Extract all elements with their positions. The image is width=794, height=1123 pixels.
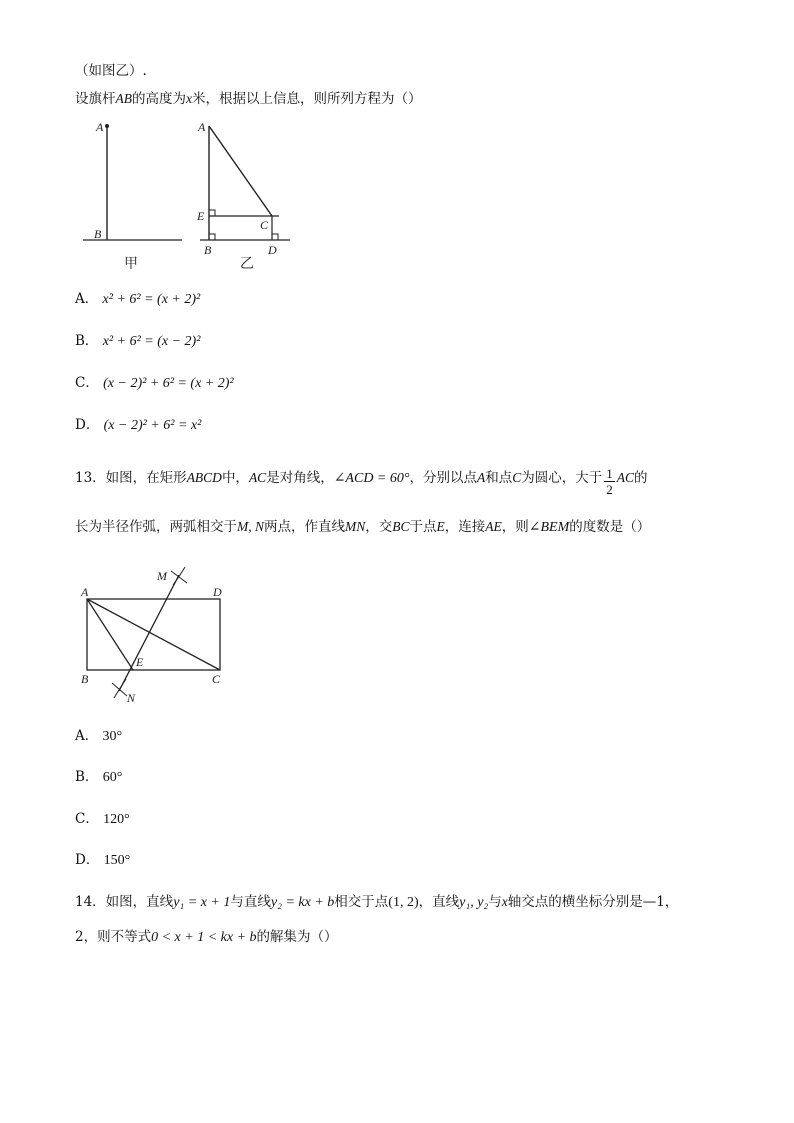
label-d: D <box>213 585 222 599</box>
q13-stem-line2: 长为半径作弧，两弧相交于M, N两点，作直线MN，交BC于点E，连接AE，则∠BEM的度数是（） <box>75 519 651 535</box>
right-angle-e <box>209 210 215 216</box>
q13-option-c: C． 120° <box>75 811 130 827</box>
q13-option-b: B． 60° <box>75 769 123 785</box>
label-b-right: B <box>204 243 212 257</box>
q12-option-a: A． x² + 6² = (x + 2)² <box>75 291 201 307</box>
q13-stem-line1: 13．如图，在矩形ABCD中，AC是对角线，∠ACD = 60°，分别以点A和点C为圆心，大于 $\frac{1}{2}$ AC的 <box>75 466 648 497</box>
q12-option-b: B． x² + 6² = (x − 2)² <box>75 333 201 349</box>
q14-stem-line1: 14．如图，直线y₁ = x + 1与直线y₂ = kx + b相交于点(1, 2)，直线y₁, y₂与x轴交点的横坐标分别是—1， <box>75 894 679 910</box>
right-angle-b <box>209 234 215 240</box>
label-n: N <box>127 691 136 705</box>
arc-m-2 <box>173 567 185 585</box>
q12-option-c: C． (x − 2)² + 6² = (x + 2)² <box>75 375 234 391</box>
label-d: D <box>268 243 277 257</box>
right-angle-d <box>272 234 278 240</box>
label-a-left: A <box>96 120 104 134</box>
fraction-half: $\frac{1}{2}$ <box>606 466 613 497</box>
label-e: E <box>197 209 205 223</box>
pole-top-dot <box>105 124 109 128</box>
q14-stem-line2: 2，则不等式0 < x + 1 < kx + b的解集为（） <box>75 929 338 945</box>
line-mn <box>119 575 179 691</box>
label-a-right: A <box>198 120 206 134</box>
diagonal-ac <box>87 599 220 670</box>
label-b: B <box>81 672 89 686</box>
segment-ae <box>87 599 133 670</box>
label-c: C <box>260 218 269 232</box>
q13-figure <box>75 565 245 710</box>
label-e: E <box>136 655 144 669</box>
q12-stem: 设旗杆AB的高度为x米，根据以上信息，则所列方程为（） <box>75 91 422 107</box>
q13-option-a: A． 30° <box>75 728 123 744</box>
label-a: A <box>81 585 89 599</box>
label-c: C <box>212 672 221 686</box>
caption-yi: 乙 <box>240 256 254 272</box>
q13-option-d: D． 150° <box>75 852 131 868</box>
label-m: M <box>157 569 167 583</box>
q12-figure <box>80 118 300 278</box>
rope <box>209 126 272 216</box>
q12-option-d: D． (x − 2)² + 6² = x² <box>75 417 202 433</box>
caption-jia: 甲 <box>124 256 138 272</box>
label-b-left: B <box>94 227 102 241</box>
q12-caption-tail: （如图乙）. <box>75 63 147 79</box>
arc-n-2 <box>114 679 126 698</box>
